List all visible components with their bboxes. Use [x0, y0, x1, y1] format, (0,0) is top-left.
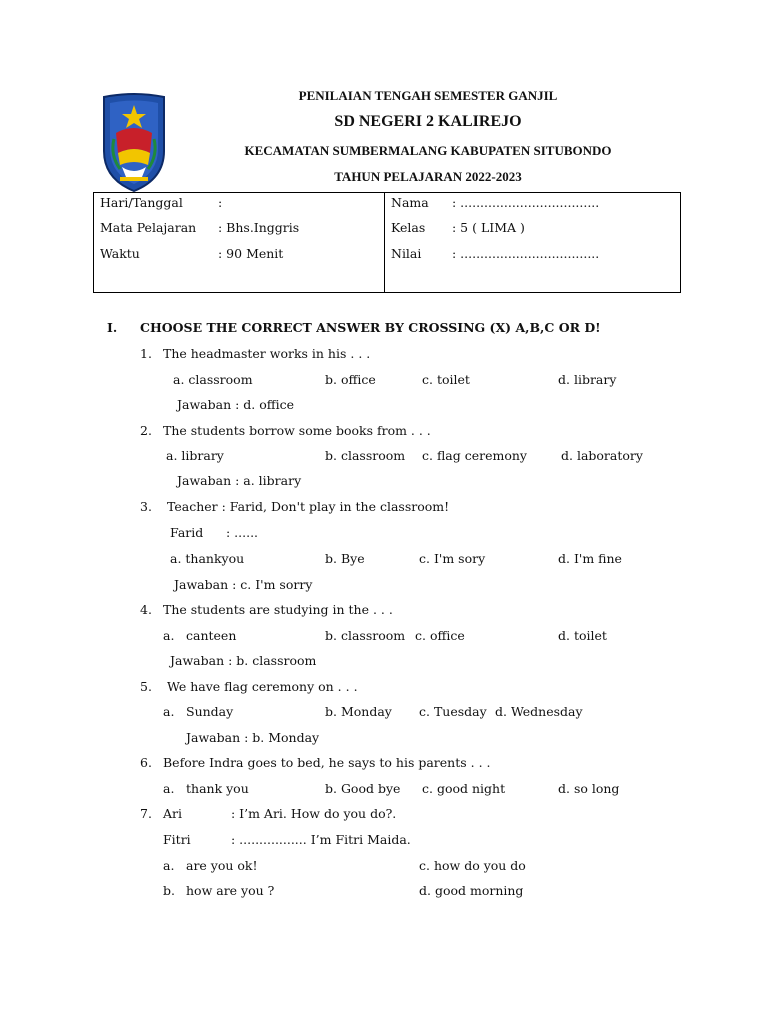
dialogue-name: Farid — [170, 525, 204, 540]
exam-title: PENILAIAN TENGAH SEMESTER GANJIL — [298, 88, 558, 103]
option-c: c. office — [415, 628, 465, 643]
option-d: d. I'm fine — [558, 551, 622, 566]
option-a: are you ok! — [186, 858, 258, 873]
waktu-label: Waktu — [100, 246, 140, 261]
option-b: b. Bye — [325, 551, 365, 566]
option-c: c. Tuesday — [419, 704, 487, 719]
question-number: 4. — [140, 602, 152, 617]
answer-key: Jawaban : c. I'm sorry — [174, 577, 313, 592]
info-box-divider — [384, 193, 385, 292]
nilai-value: : ................................... — [452, 246, 600, 261]
section-title: CHOOSE THE CORRECT ANSWER BY CROSSING (X) A,B,C OR D! — [140, 320, 601, 335]
answer-key: Jawaban : b. classroom — [170, 653, 317, 668]
nama-label: Nama — [391, 195, 429, 210]
answer-key: Jawaban : b. Monday — [186, 730, 320, 745]
option-a: Sunday — [186, 704, 234, 719]
question-text: Teacher : Farid, Don't play in the classroom! — [167, 499, 450, 514]
district-name: KECAMATAN SUMBERMALANG KABUPATEN SITUBONDO — [244, 143, 612, 158]
option-d: d. so long — [558, 781, 620, 796]
option-c: c. toilet — [422, 372, 470, 387]
hari-label: Hari/Tanggal — [100, 195, 183, 210]
nilai-label: Nilai — [391, 246, 422, 261]
option-b: b. classroom — [325, 628, 406, 643]
option-b: how are you ? — [186, 883, 275, 898]
question-number: 3. — [140, 499, 152, 514]
answer-key: Jawaban : a. library — [177, 473, 302, 488]
option-a: a. classroom — [173, 372, 253, 387]
academic-year: TAHUN PELAJARAN 2022-2023 — [334, 169, 522, 184]
dialogue-line: : I’m Ari. How do you do?. — [231, 806, 397, 821]
kelas-value: : 5 ( LIMA ) — [452, 220, 525, 235]
school-name: SD NEGERI 2 KALIREJO — [334, 113, 522, 130]
dialogue-name: Ari — [163, 806, 183, 821]
section-number: I. — [107, 320, 118, 335]
answer-key: Jawaban : d. office — [177, 397, 295, 412]
option-c: c. I'm sory — [419, 551, 486, 566]
option-a-letter: a. — [163, 858, 175, 873]
question-number: 6. — [140, 755, 152, 770]
option-a-letter: a. — [163, 704, 175, 719]
mapel-value: : Bhs.Inggris — [218, 220, 300, 235]
option-d: d. toilet — [558, 628, 607, 643]
question-text: The students are studying in the . . . — [163, 602, 393, 617]
option-d: d. good morning — [419, 883, 524, 898]
option-b: b. Good bye — [325, 781, 401, 796]
mapel-label: Mata Pelajaran — [100, 220, 197, 235]
hari-value: : — [218, 195, 223, 210]
option-a: a. thankyou — [170, 551, 245, 566]
option-a: a. library — [166, 448, 224, 463]
question-number: 1. — [140, 346, 152, 361]
option-c: c. good night — [422, 781, 506, 796]
question-text: The students borrow some books from . . . — [163, 423, 431, 438]
waktu-value: : 90 Menit — [218, 246, 284, 261]
option-b: b. office — [325, 372, 376, 387]
option-d: d. library — [558, 372, 617, 387]
question-number: 2. — [140, 423, 152, 438]
option-a-letter: a. — [163, 781, 175, 796]
option-b: b. classroom — [325, 448, 406, 463]
option-d: d. laboratory — [561, 448, 643, 463]
option-a-letter: a. — [163, 628, 175, 643]
option-c: c. flag ceremony — [422, 448, 527, 463]
option-d: d. Wednesday — [495, 704, 583, 719]
nama-value: : ................................... — [452, 195, 600, 210]
question-text: We have flag ceremony on . . . — [167, 679, 358, 694]
dialogue-line: : ................. I’m Fitri Maida. — [231, 832, 411, 847]
option-a: thank you — [186, 781, 249, 796]
question-text: Before Indra goes to bed, he says to his parents . . . — [163, 755, 491, 770]
question-text: The headmaster works in his . . . — [163, 346, 371, 361]
question-number: 7. — [140, 806, 152, 821]
option-a: canteen — [186, 628, 237, 643]
option-c: c. how do you do — [419, 858, 526, 873]
option-b-letter: b. — [163, 883, 175, 898]
dialogue-line: : ...... — [226, 525, 259, 540]
question-number: 5. — [140, 679, 152, 694]
kelas-label: Kelas — [391, 220, 426, 235]
option-b: b. Monday — [325, 704, 392, 719]
dialogue-name: Fitri — [163, 832, 191, 847]
